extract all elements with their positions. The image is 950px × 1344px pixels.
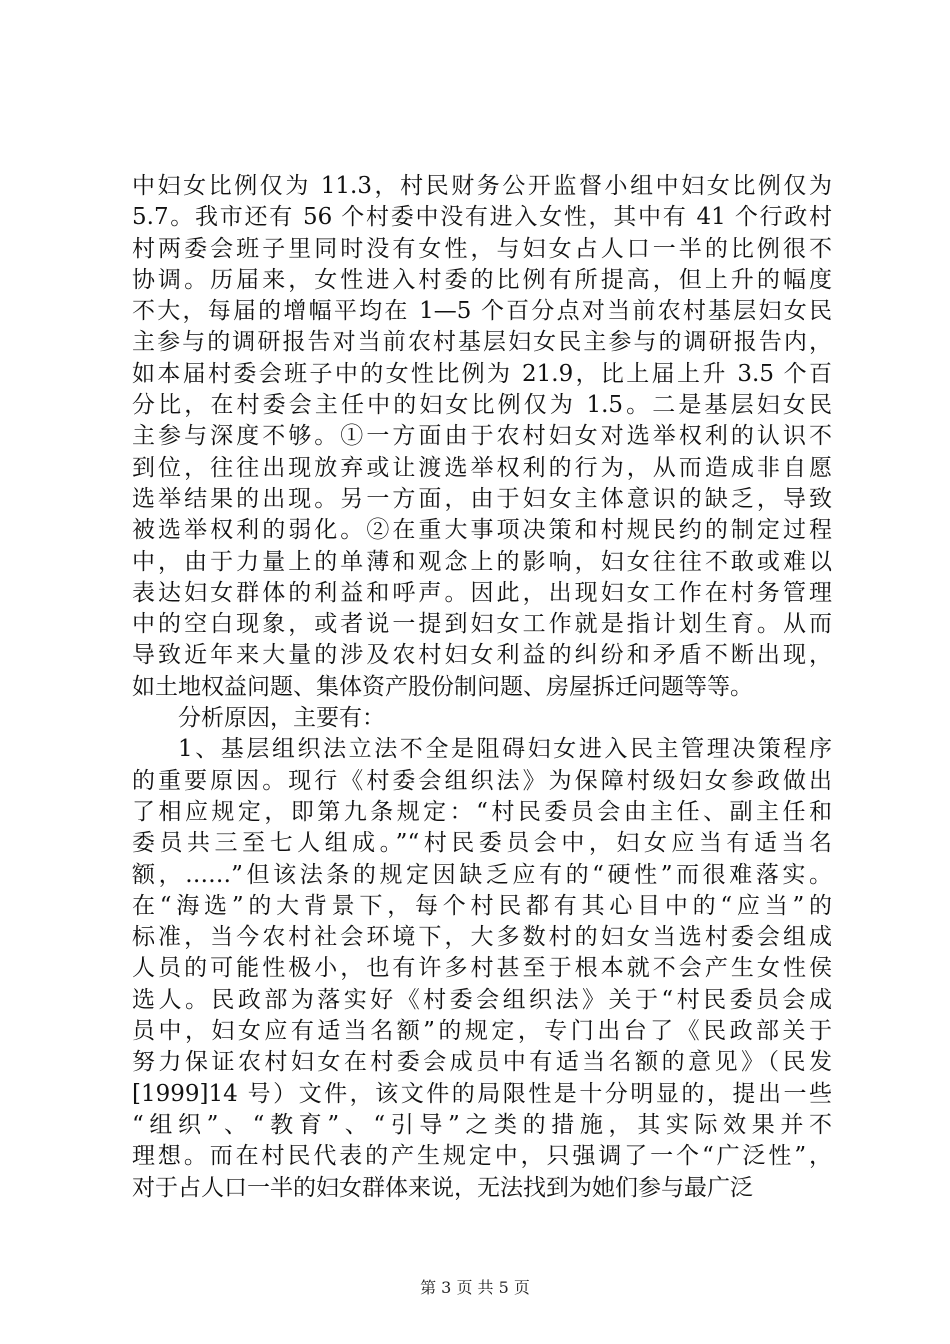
- paragraph-1-line-3: 村两委会班子里同时没有女性，与妇女占人口一半的比例很不: [132, 235, 832, 262]
- paragraph-1-line-2: 5.7。我市还有 56 个村委中没有进入女性，其中有 41 个行政村: [132, 204, 832, 231]
- paragraph-1-line-9: 主参与深度不够。①一方面由于农村妇女对选举权利的认识不: [132, 423, 832, 450]
- paragraph-1-line-6: 主参与的调研报告对当前农村基层妇女民主参与的调研报告内，: [132, 329, 832, 356]
- paragraph-1-line-5: 不大，每届的增幅平均在 1—5 个百分点对当前农村基层妇女民: [132, 298, 832, 325]
- paragraph-1-line-12: 被选举权利的弱化。②在重大事项决策和村规民约的制定过程: [132, 517, 832, 544]
- paragraph-1-line-7: 如本届村委会班子中的女性比例为 21.9，比上届上升 3.5 个百: [132, 360, 832, 387]
- paragraph-3-line-7: 标准，当今农村社会环境下，大多数村的妇女当选村委会组成: [132, 924, 832, 951]
- paragraph-3-line-14: 理想。而在村民代表的产生规定中，只强调了一个“广泛性”，: [132, 1143, 832, 1170]
- paragraph-3-line-9: 选人。民政部为落实好《村委会组织法》关于“村民委员会成: [132, 986, 832, 1013]
- document-body: [132, 171, 832, 1204]
- paragraph-1-line-15: 中的空白现象，或者说一提到妇女工作就是指计划生育。从而: [132, 611, 832, 638]
- paragraph-3-line-1: 1、基层组织法立法不全是阻碍妇女进入民主管理决策程序: [178, 736, 832, 763]
- paragraph-1-line-1: 中妇女比例仅为 11.3，村民财务公开监督小组中妇女比例仅为: [132, 173, 832, 199]
- paragraph-2-line-1: 分析原因，主要有：: [178, 705, 385, 732]
- paragraph-1-line-4: 协调。历届来，女性进入村委的比例有所提高，但上升的幅度: [132, 266, 832, 293]
- paragraph-1-line-17: 如土地权益问题、集体资产股份制问题、房屋拆迁问题等等。: [132, 673, 753, 700]
- paragraph-3-line-13: “组织”、“教育”、“引导”之类的措施，其实际效果并不: [132, 1111, 832, 1138]
- paragraph-3-line-6: 在“海选”的大背景下，每个村民都有其心目中的“应当”的: [132, 892, 832, 919]
- paragraph-1-line-10: 到位，往往出现放弃或让渡选举权利的行为，从而造成非自愿: [132, 454, 832, 481]
- paragraph-3-line-15: 对于占人口一半的妇女群体来说，无法找到为她们参与最广泛: [132, 1174, 753, 1201]
- page-footer: 第 3 页 共 5 页: [420, 1278, 530, 1297]
- paragraph-3-line-12: [1999]14 号）文件，该文件的局限性是十分明显的，提出一些: [132, 1080, 832, 1107]
- paragraph-1-line-14: 表达妇女群体的利益和呼声。因此，出现妇女工作在村务管理: [132, 579, 832, 606]
- paragraph-3-line-8: 人员的可能性极小，也有许多村甚至于根本就不会产生女性侯: [132, 955, 832, 982]
- paragraph-3-line-3: 了相应规定，即第九条规定：“村民委员会由主任、副主任和: [132, 798, 832, 825]
- paragraph-3-line-5: 额，……”但该法条的规定因缺乏应有的“硬性”而很难落实。: [132, 861, 832, 888]
- paragraph-3-line-4: 委员共三至七人组成。”“村民委员会中，妇女应当有适当名: [132, 830, 832, 857]
- paragraph-3-line-10: 员中，妇女应有适当名额”的规定，专门出台了《民政部关于: [132, 1018, 832, 1045]
- paragraph-3-line-11: 努力保证农村妇女在村委会成员中有适当名额的意见》（民发: [132, 1049, 832, 1076]
- paragraph-1-line-16: 导致近年来大量的涉及农村妇女利益的纠纷和矛盾不断出现，: [132, 642, 832, 669]
- paragraph-3-line-2: 的重要原因。现行《村委会组织法》为保障村级妇女参政做出: [132, 767, 832, 794]
- paragraph-1-line-13: 中，由于力量上的单薄和观念上的影响，妇女往往不敢或难以: [132, 548, 832, 575]
- paragraph-1-line-11: 选举结果的出现。另一方面，由于妇女主体意识的缺乏，导致: [132, 485, 832, 512]
- paragraph-1-line-8: 分比，在村委会主任中的妇女比例仅为 1.5。二是基层妇女民: [132, 392, 832, 419]
